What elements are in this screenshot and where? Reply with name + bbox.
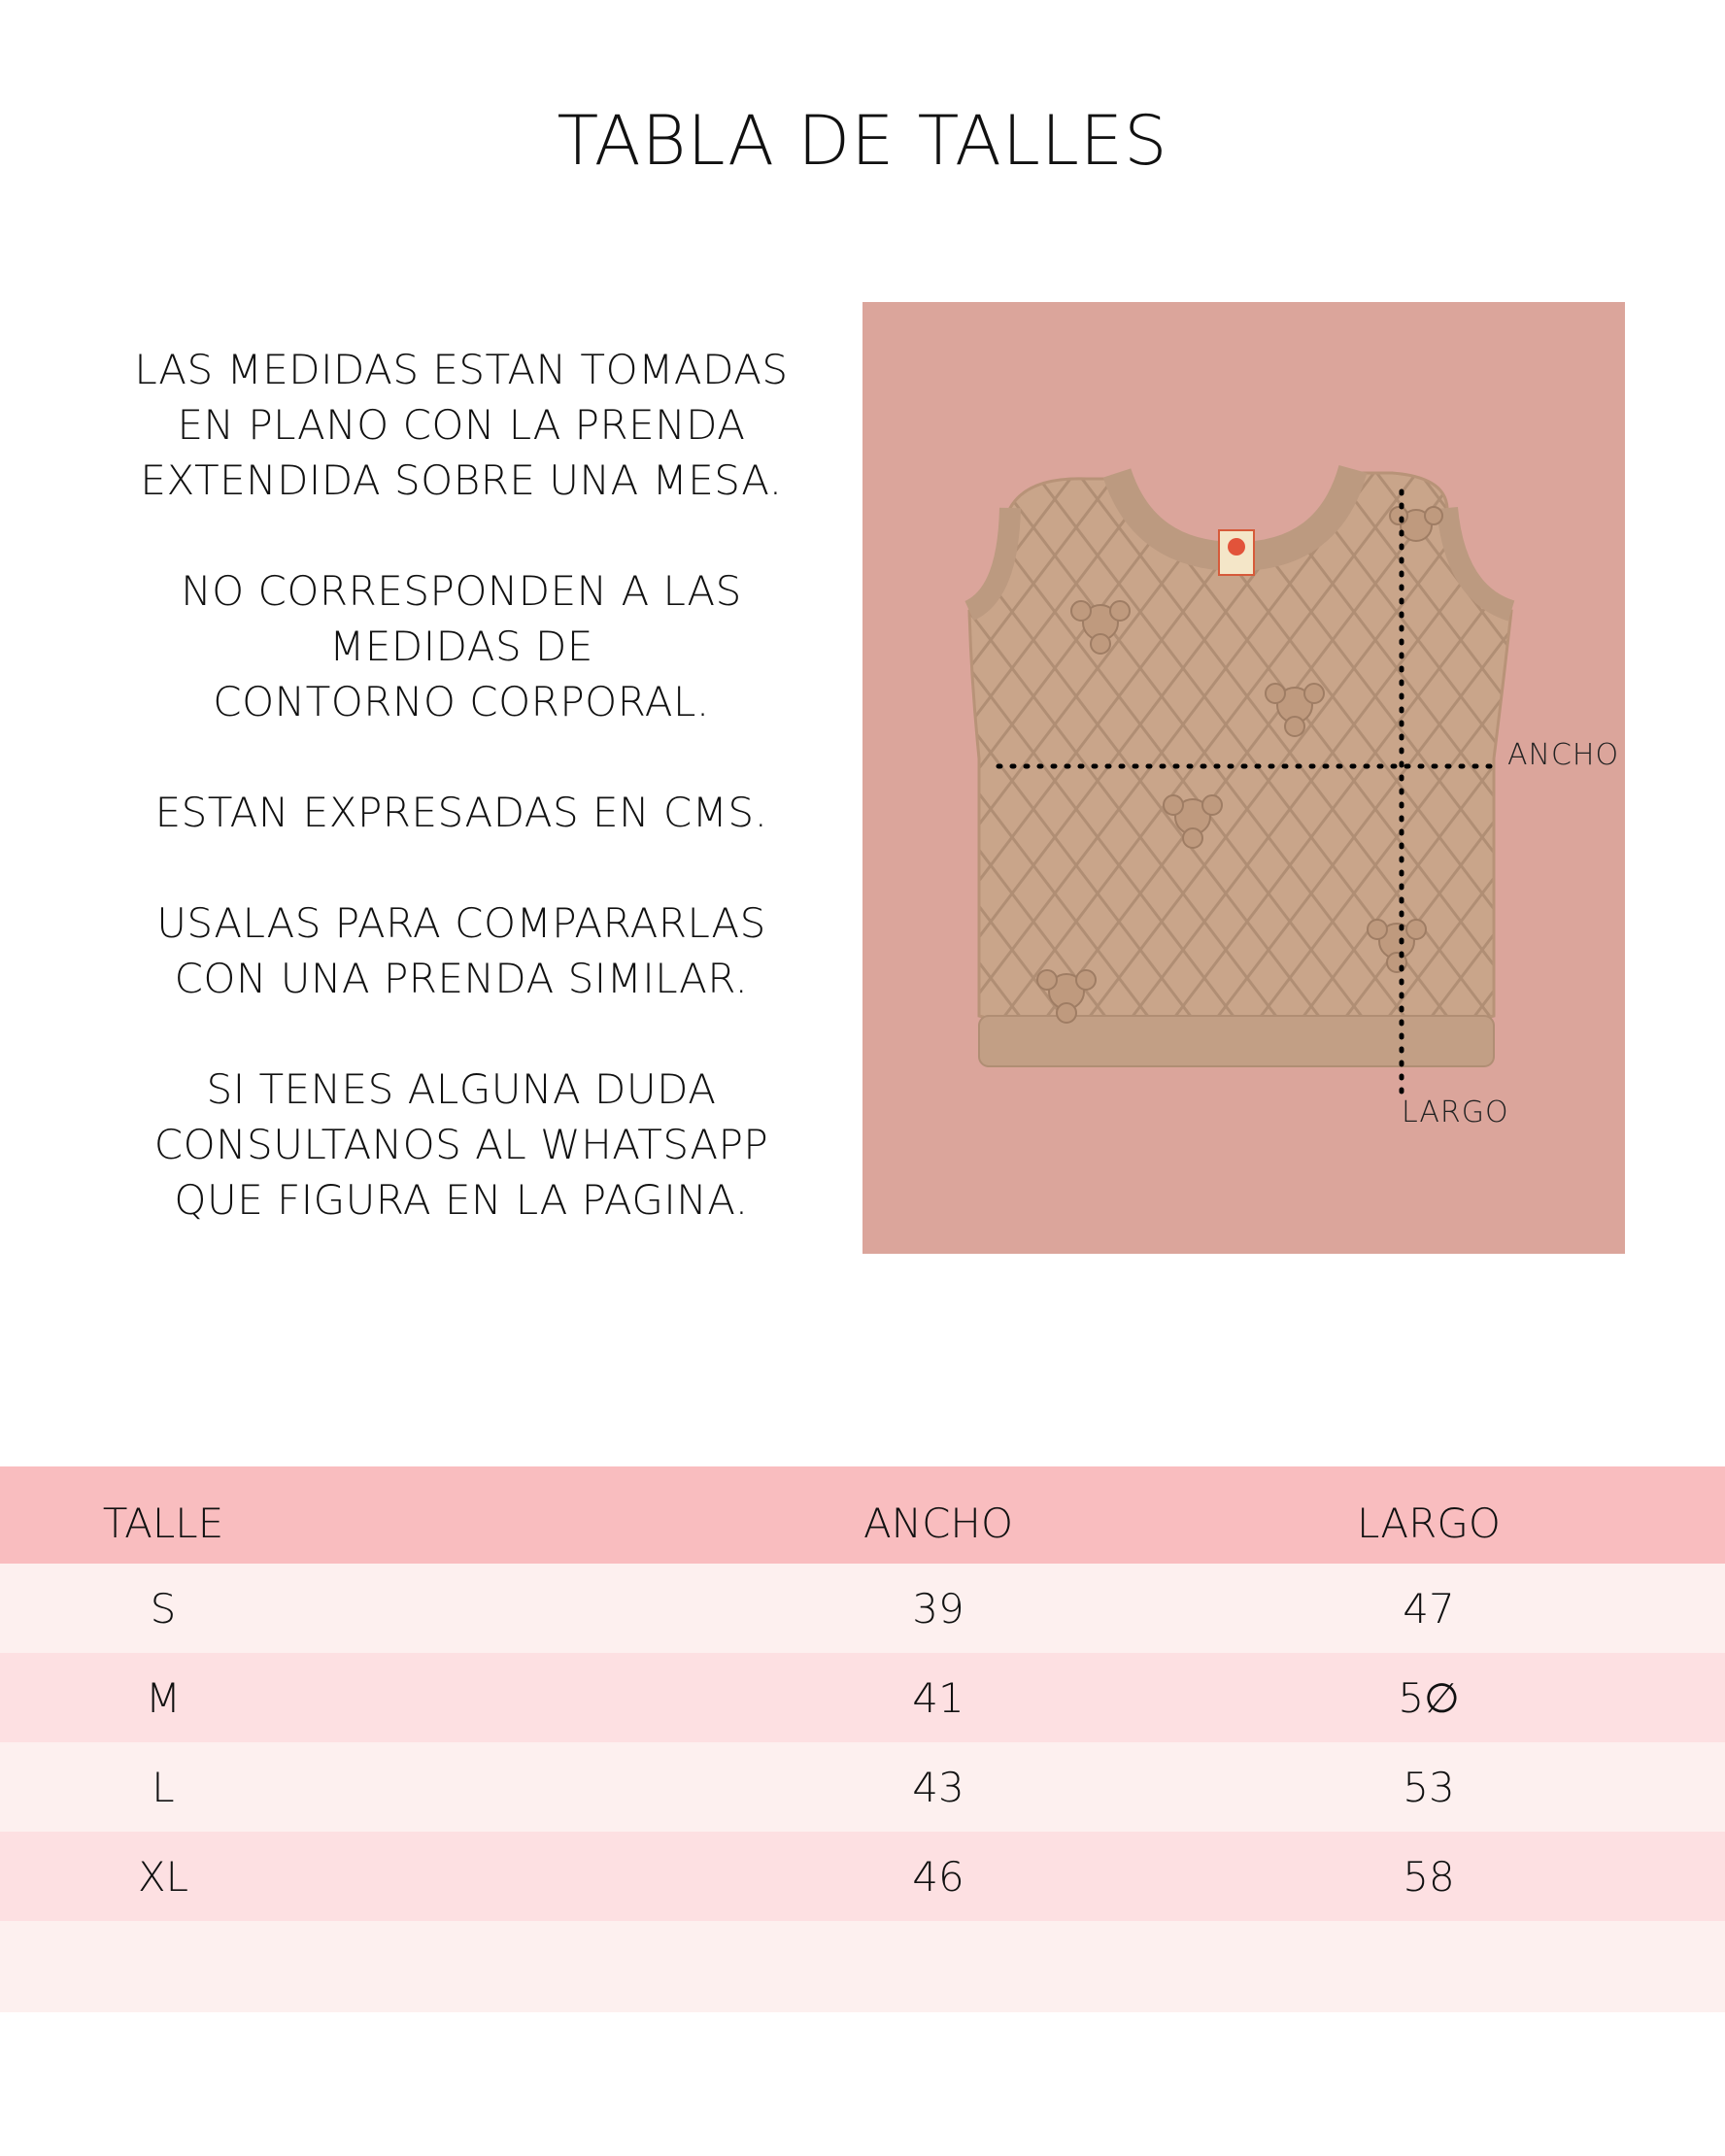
- ancho-measure-label: ANCHO: [1507, 738, 1620, 772]
- table-row: [0, 1653, 1725, 1742]
- size-cell: L: [152, 1763, 175, 1811]
- largo-cell: 47: [1403, 1584, 1455, 1633]
- text-line: ESTAN EXPRESADAS EN CMS.: [154, 789, 768, 836]
- text-line: USALAS PARA COMPARARLAS: [156, 899, 766, 947]
- measurement-instructions: [117, 342, 806, 1283]
- text-line: NO CORRESPONDEN A LAS: [181, 567, 742, 615]
- text-line: CONSULTANOS AL WHATSAPP: [153, 1121, 769, 1168]
- page-title: TABLA DE TALLES: [557, 101, 1168, 181]
- text-line: EXTENDIDA SOBRE UNA MESA.: [140, 456, 783, 504]
- largo-measure-label: LARGO: [1402, 1095, 1509, 1129]
- header-ancho: ANCHO: [862, 1499, 1014, 1547]
- table-row: [0, 1564, 1725, 1653]
- instructions-paragraph-4: [117, 895, 806, 1006]
- largo-cell: 58: [1403, 1852, 1455, 1901]
- ancho-cell: 43: [912, 1763, 964, 1811]
- text-line: QUE FIGURA EN LA PAGINA.: [174, 1176, 749, 1224]
- text-line: CONTORNO CORPORAL.: [213, 678, 710, 725]
- header-largo: LARGO: [1357, 1499, 1501, 1547]
- instructions-paragraph-3: [117, 785, 806, 840]
- text-line: SI TENES ALGUNA DUDA: [206, 1065, 717, 1113]
- instructions-paragraph-1: [117, 342, 806, 508]
- text-line: EN PLANO CON LA PRENDA: [177, 401, 746, 449]
- size-table: [0, 1466, 1725, 2012]
- ancho-cell: 39: [912, 1584, 964, 1633]
- table-row: [0, 1742, 1725, 1832]
- largo-cell: 53: [1403, 1763, 1455, 1811]
- header-talle: TALLE: [102, 1499, 224, 1547]
- ancho-cell: 46: [912, 1852, 964, 1901]
- size-cell: M: [145, 1673, 182, 1722]
- table-row: [0, 1832, 1725, 1921]
- knit-vest-illustration: [862, 302, 1625, 1254]
- empty-table-row: [0, 1921, 1725, 2012]
- size-cell: XL: [137, 1852, 189, 1901]
- text-line: LAS MEDIDAS ESTAN TOMADAS: [134, 346, 789, 393]
- ancho-cell: 41: [912, 1673, 964, 1722]
- instructions-paragraph-2: [117, 563, 806, 729]
- largo-cell: 5∅: [1398, 1673, 1460, 1722]
- table-header-row: [0, 1466, 1725, 1564]
- instructions-paragraph-5: [117, 1061, 806, 1228]
- garment-photo: [862, 302, 1625, 1254]
- text-line: MEDIDAS DE: [329, 623, 593, 670]
- text-line: CON UNA PRENDA SIMILAR.: [174, 955, 749, 1002]
- size-cell: S: [150, 1584, 177, 1633]
